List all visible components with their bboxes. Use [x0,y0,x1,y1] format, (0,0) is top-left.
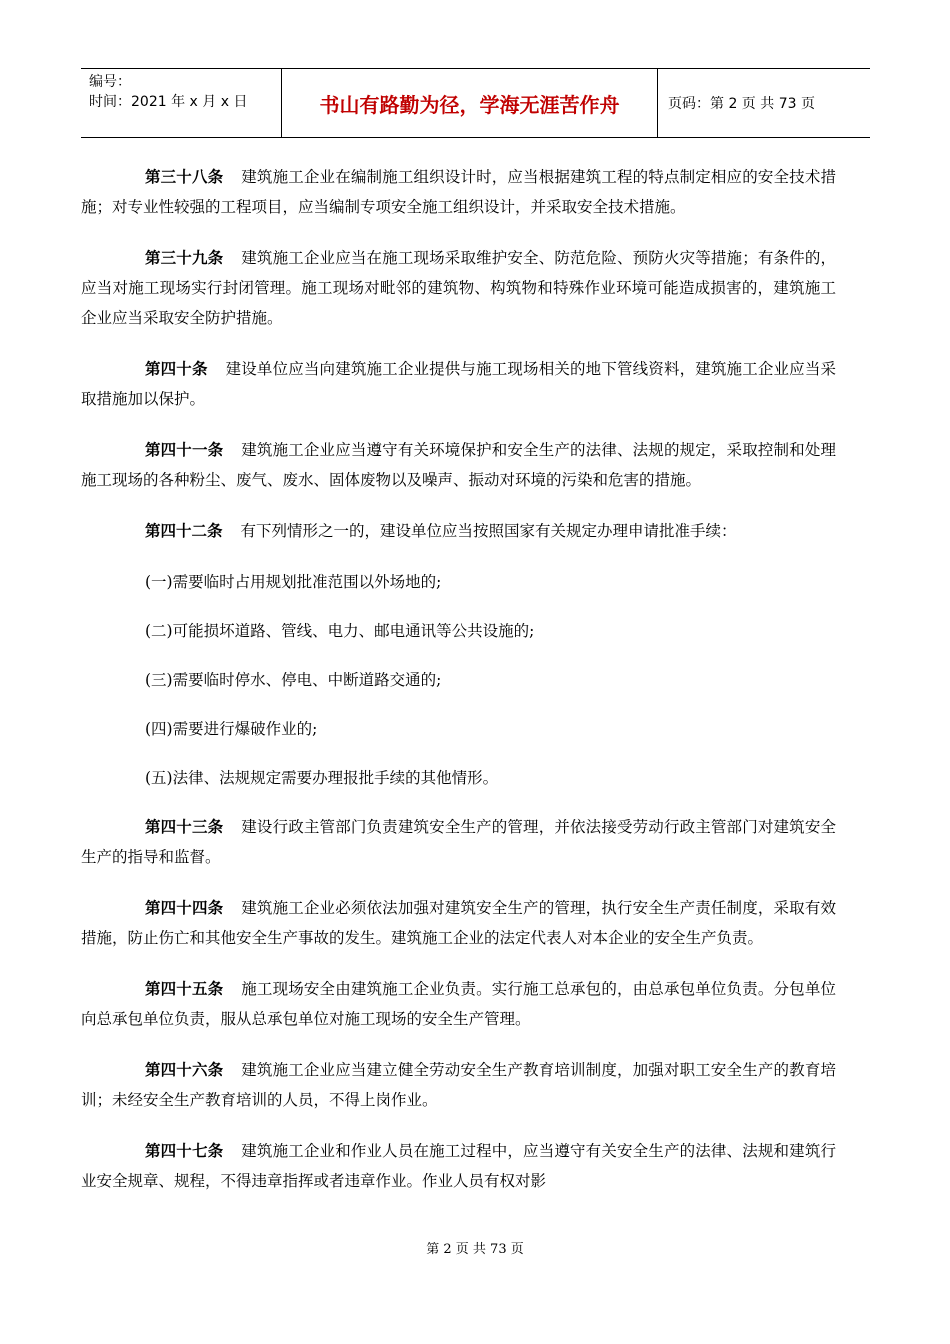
article-paragraph [81,162,836,222]
article-paragraph [81,354,836,414]
document-date: 时间：2021 年 x 月 x 日 [89,94,248,110]
article-paragraph [81,1136,836,1196]
article-text: 建设单位应当向建筑施工企业提供与施工现场相关的地下管线资料，建筑施工企业应当采取措施加以保护。 [81,360,836,408]
document-body [81,162,836,1217]
article-text: 建筑施工企业应当遵守有关环境保护和安全生产的法律、法规的规定，采取控制和处理施工现场的各种粉尘、废气、废水、固体废物以及噪声、振动对环境的污染和危害的措施。 [81,441,836,489]
article-text: 建筑施工企业应当建立健全劳动安全生产教育培训制度，加强对职工安全生产的教育培训；未经安全生产教育培训的人员，不得上岗作业。 [81,1061,836,1109]
article-paragraph [81,243,836,333]
article-number: 第四十三条 [145,818,224,836]
article-number: 第四十二条 [145,522,223,540]
article-paragraph [81,435,836,495]
article-text: 建筑施工企业应当在施工现场采取维护安全、防范危险、预防火灾等措施；有条件的，应当对施工现场实行封闭管理。施工现场对毗邻的建筑物、构筑物和特殊作业环境可能造成损害的，建筑施工企业应当采取安全防护措施。 [81,249,836,327]
article-text: 施工现场安全由建筑施工企业负责。实行施工总承包的，由总承包单位负责。分包单位向总承包单位负责，服从总承包单位对施工现场的安全生产管理。 [81,980,836,1028]
list-item: (五)法律、法规规定需要办理报批手续的其他情形。 [145,769,499,787]
article-text: 建筑施工企业在编制施工组织设计时，应当根据建筑工程的特点制定相应的安全技术措施；对专业性较强的工程项目，应当编制专项安全施工组织设计，并采取安全技术措施。 [81,168,836,216]
article-number: 第四十一条 [145,441,224,459]
list-item: (二)可能损坏道路、管线、电力、邮电通讯等公共设施的; [145,622,535,640]
article-42-items [81,567,836,793]
article-paragraph [81,516,836,546]
articles-top [81,162,836,546]
article-text: 有下列情形之一的，建设单位应当按照国家有关规定办理申请批准手续： [240,522,737,540]
article-paragraph [81,1055,836,1115]
article-text: 建筑施工企业必须依法加强对建筑安全生产的管理，执行安全生产责任制度，采取有效措施，防止伤亡和其他安全生产事故的发生。建筑施工企业的法定代表人对本企业的安全生产负责。 [81,899,836,947]
articles-bottom [81,812,836,1196]
page-footer: 第 2 页 共 73 页 [426,1242,524,1257]
list-item: (三)需要临时停水、停电、中断道路交通的; [145,671,442,689]
article-number: 第四十六条 [145,1061,224,1079]
article-number: 第四十四条 [145,899,224,917]
article-text: 建筑施工企业和作业人员在施工过程中，应当遵守有关安全生产的法律、法规和建筑行业安全规章、规程，不得违章指挥或者违章作业。作业人员有权对影 [81,1142,836,1190]
article-paragraph [81,893,836,953]
article-number: 第四十五条 [145,980,224,998]
article-number: 第四十条 [145,360,208,378]
article-number: 第三十九条 [145,249,224,267]
list-item: (四)需要进行爆破作业的; [145,720,318,738]
article-paragraph [81,812,836,872]
article-number: 第四十七条 [145,1142,224,1160]
article-text: 建设行政主管部门负责建筑安全生产的管理，并依法接受劳动行政主管部门对建筑安全生产的指导和监督。 [81,818,836,866]
header-meta [81,69,282,137]
list-item: (一)需要临时占用规划批准范围以外场地的; [145,573,442,591]
article-number: 第三十八条 [145,168,224,186]
header-page-info: 页码：第 2 页 共 73 页 [668,96,815,112]
document-number-label: 编号： [89,74,131,90]
header-motto: 书山有路勤为径，学海无涯苦作舟 [282,69,658,137]
article-paragraph [81,974,836,1034]
page-header [81,68,870,138]
